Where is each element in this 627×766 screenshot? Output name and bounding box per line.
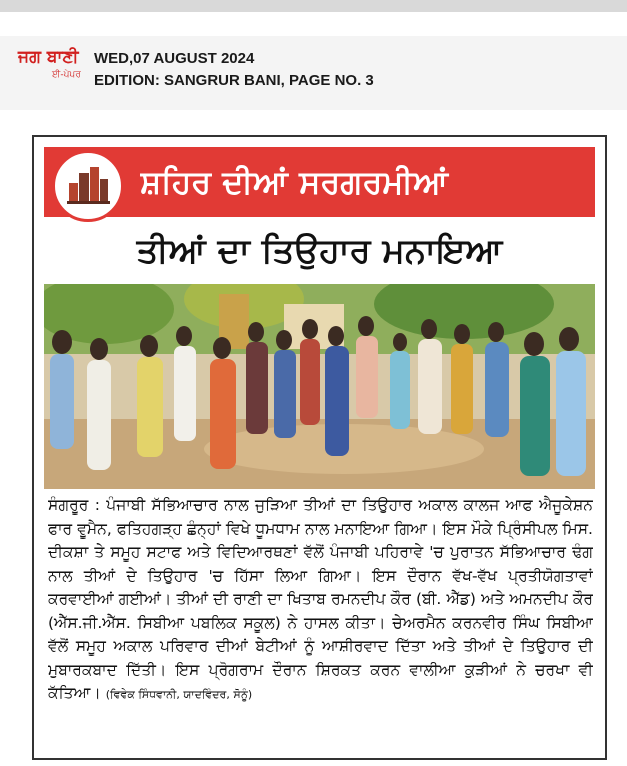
epaper-header [0,36,627,110]
top-gray-band [0,0,627,12]
publication-date: WED,07 AUGUST 2024 [94,50,255,67]
logo-brand-text: ਜਗ ਬਾਣੀ [18,47,79,67]
article-text: ਸੰਗਰੂਰ : ਪੰਜਾਬੀ ਸੱਭਿਆਚਾਰ ਨਾਲ ਜੁੜਿਆ ਤੀਆਂ ਦਾ ਤਿਉਹਾਰ ਅਕਾਲ ਕਾਲਜ ਆਫ ਐਜੂਕੇਸ਼ਨ ਫਾਰ ਵੂਮੈਨ, ਫਤਿਹਗੜ੍ਹ ਛੰਨ੍ਹਾਂ ਵਿਖੇ ਧੂਮਧਾਮ ਨਾਲ ਮਨਾਇਆ ਗਿਆ। ਇਸ ਮੌਕੇ ਪ੍ਰਿੰਸੀਪਲ ਮਿਸ. ਦੀਕਸ਼ਾ ਤੇ ਸਮੂਹ ਸਟਾਫ ਅਤੇ ਵਿਦਿਆਰਥਣਾਂ ਵੱਲੋਂ ਪੰਜਾਬੀ ਪਹਿਰਾਵੇ 'ਚ ਪੁਰਾਤਨ ਸੱਭਿਆਚਾਰ ਢੰਗ ਨਾਲ ਤੀਆਂ ਦੇ ਤਿਉਹਾਰ 'ਚ ਹਿੱਸਾ ਲਿਆ ਗਿਆ। ਇਸ ਦੌਰਾਨ ਵੱਖ-ਵੱਖ ਪ੍ਰਤੀਯੋਗਤਾਵਾਂ ਕਰਵਾਈਆਂ ਗਈਆਂ। ਤੀਆਂ ਦੀ ਰਾਣੀ ਦਾ ਖਿਤਾਬ ਰਮਨਦੀਪ ਕੌਰ (ਬੀ. ਐੱਡ) ਅਤੇ ਅਮਨਦੀਪ ਕੌਰ (ਐੱਸ.ਜੀ.ਐੱਸ. ਸਿਬੀਆ ਪਬਲਿਕ ਸਕੂਲ) ਨੇ ਹਾਸਲ ਕੀਤਾ। ਚੇਅਰਮੈਨ ਕਰਨਵੀਰ ਸਿੰਘ ਸਿਬੀਆ ਵੱਲੋਂ ਸਮੂਹ ਅਕਾਲ ਪਰਿਵਾਰ ਦੀਆਂ ਬੇਟੀਆਂ ਨੂੰ ਆਸ਼ੀਰਵਾਦ ਦਿੱਤਾ ਅਤੇ ਤੀਆਂ ਦੇ ਤਿਉਹਾਰ ਦੀ ਮੁਬਾਰਕਬਾਦ ਦਿੱਤੀ। ਇਸ ਪ੍ਰੋਗਰਾਮ ਦੌਰਾਨ ਸ਼ਿਰਕਤ ਕਰਨ ਵਾਲੀਆ ਕੁੜੀਆਂ ਨੇ ਚਰਖਾ ਵੀ ਕੱਤਿਆ। [48,496,593,702]
event-photo [44,284,595,489]
edition-info [94,48,374,92]
section-banner [44,147,595,217]
photo-credit: (ਵਿਵੇਕ ਸਿੰਧਵਾਨੀ, ਯਾਦਵਿੰਦਰ, ਸੋਨੂੰ) [105,688,253,701]
edition-page: EDITION: SANGRUR BANI, PAGE NO. 3 [94,72,374,89]
article-headline: ਤੀਆਂ ਦਾ ਤਿਉਹਾਰ ਮਨਾਇਆ [136,231,503,271]
news-clipping [32,135,607,760]
section-banner-title: ਸ਼ਹਿਰ ਦੀਆਂ ਸਰਗਰਮੀਆਂ [140,163,448,201]
jagbani-logo[interactable] [18,46,90,106]
article-body [48,494,593,756]
city-skyline-icon [52,150,124,222]
logo-subtext: ਈ-ਪੇਪਰ [52,70,81,80]
